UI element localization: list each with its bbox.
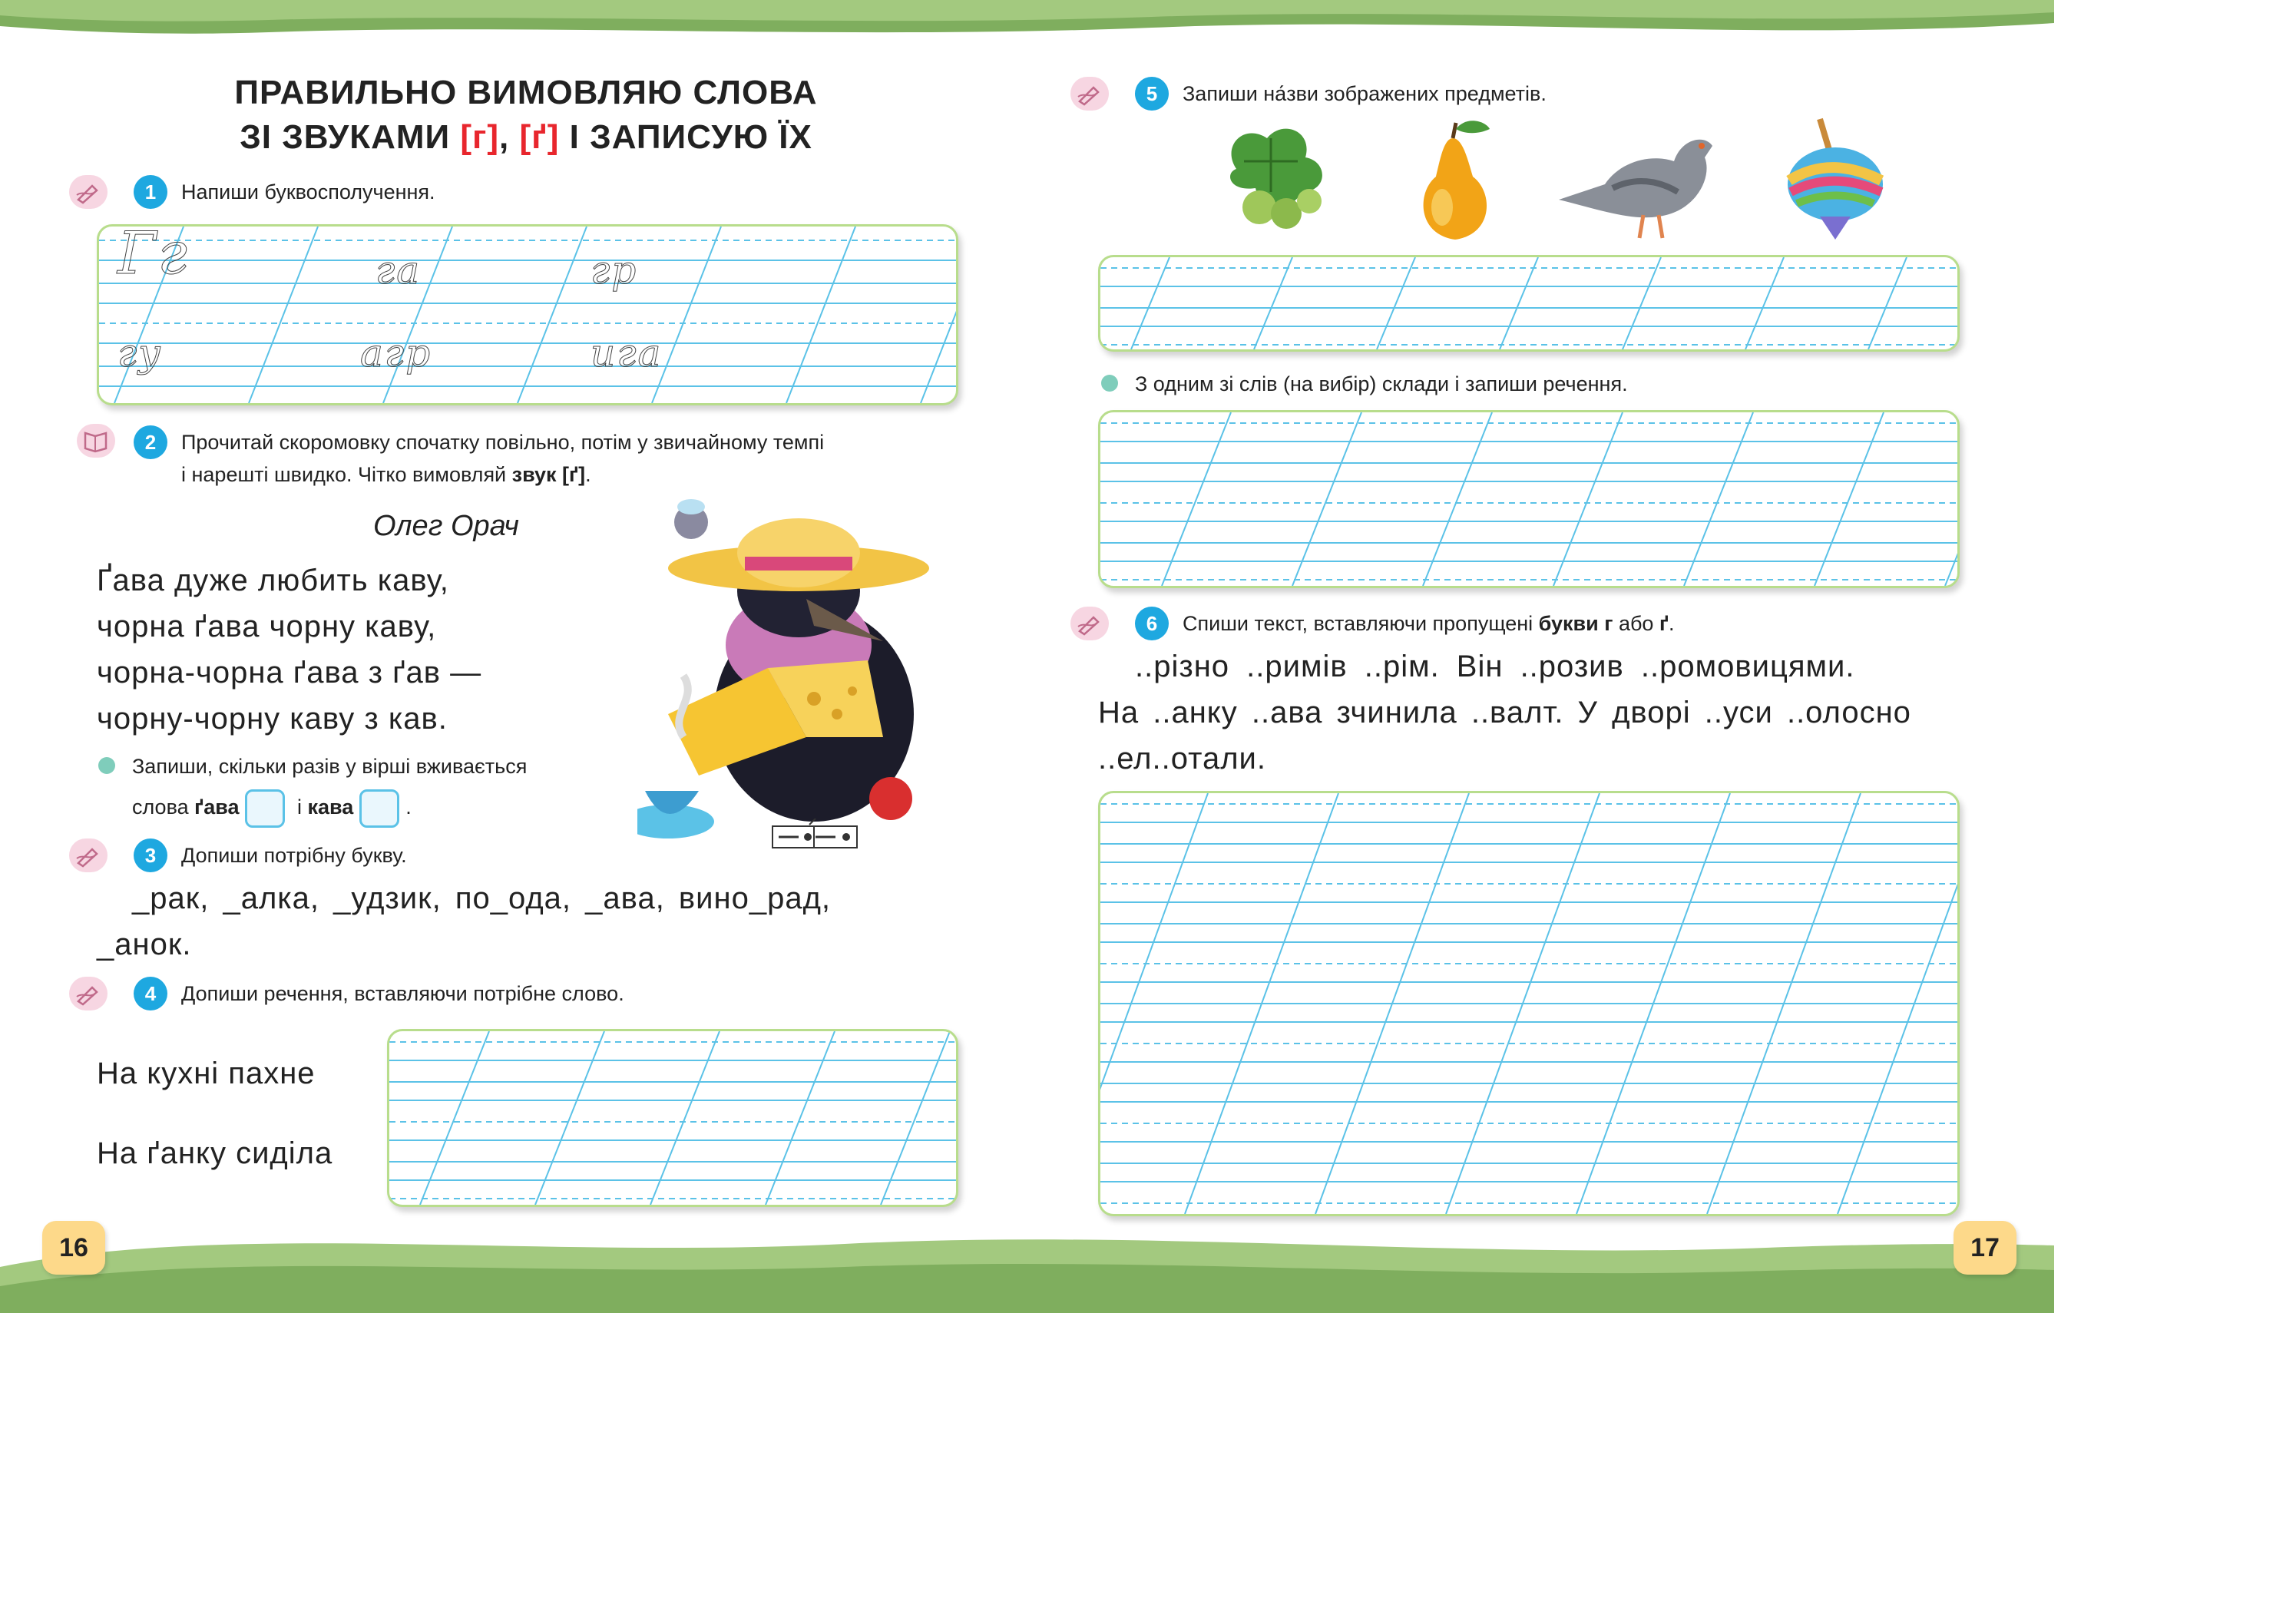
poem-author: Олег Орач [373, 510, 519, 542]
exercise-line: ..різно ..римів ..рім. Він ..розив ..ромовицями. [1135, 650, 1855, 683]
spinning-top-icon [1774, 115, 1889, 246]
task-number-6: 6 [1135, 607, 1169, 640]
copy-text-exercise [1098, 643, 1958, 782]
copy-sample-1: Гг [117, 224, 189, 287]
poem-line: чорна ґава чорну каву, [97, 610, 437, 643]
page-number-left: 16 [42, 1221, 105, 1275]
sound-scheme-icon [771, 819, 860, 851]
top-wave-decoration [0, 0, 2054, 46]
bullet-dot [1101, 375, 1118, 392]
task-5-instruction: Запиши на́зви зображених предметів. [1183, 82, 1547, 105]
task-5-subinstruction: З одним зі слів (на вибір) склади і запиши речення. [1135, 372, 1628, 395]
answer-box-gava[interactable] [245, 789, 285, 828]
write-task-icon [69, 977, 108, 1010]
copy-sample-6: ига [591, 331, 663, 375]
write-task-icon [1070, 77, 1109, 111]
count-task-line1: Запиши, скільки разів у вірші вживається [132, 755, 528, 778]
answer-box-kava[interactable] [359, 789, 399, 828]
copybook-lines [1100, 257, 1957, 349]
write-task-icon [69, 175, 108, 209]
copybook-lines [1100, 412, 1957, 586]
poem-line: чорну-чорну каву з кав. [97, 702, 448, 736]
exercise-line: _рак, _алка, _удзик, по_ода, _ава, вино_рад, [132, 881, 832, 915]
copy-sample-3: гр [591, 248, 638, 293]
page-title [108, 71, 945, 160]
read-task-icon [77, 424, 115, 458]
poem-line: Ґава дуже любить каву, [97, 564, 449, 597]
copy-sample-4: гу [117, 331, 163, 375]
task-4-instruction: Допиши речення, вставляючи потрібне слово. [181, 982, 624, 1005]
copybook-lines [1100, 793, 1957, 1214]
page-number-right: 17 [1954, 1221, 2016, 1275]
task-1-instruction: Напиши буквосполучення. [181, 180, 435, 203]
write-task-icon [1070, 607, 1109, 640]
poem [97, 557, 481, 742]
task-6-instruction: Спиши текст, вставляючи пропущені букви г або ґ. [1183, 612, 1675, 635]
sentence-writing-box[interactable] [387, 1029, 958, 1207]
bottom-wave-decoration [0, 1213, 2054, 1313]
exercise-line: _анок. [97, 928, 192, 961]
title-line-2: ЗІ ЗВУКАМИ [г], [ґ] І ЗАПИСУЮ ЇХ [240, 118, 812, 156]
task-3-instruction: Допиши потрібну букву. [181, 844, 407, 867]
sentence-1: На кухні пахне [97, 1057, 316, 1090]
gooseberry-icon [1213, 115, 1336, 238]
write-task-icon [69, 838, 108, 872]
bullet-dot [98, 757, 115, 774]
task-number-2: 2 [134, 425, 167, 459]
count-task-line2: слова ґава і кава . [132, 789, 412, 828]
exercise-line: ..ел..отали. [1098, 742, 1266, 776]
task-number-5: 5 [1135, 77, 1169, 111]
task-number-1: 1 [134, 175, 167, 209]
pear-icon [1405, 115, 1505, 246]
title-line-1: ПРАВИЛЬНО ВИМОВЛЯЮ СЛОВА [234, 74, 818, 111]
task-number-3: 3 [134, 838, 167, 872]
copybook-lines [99, 227, 956, 403]
poem-line: чорна-чорна ґава з ґав — [97, 656, 482, 690]
task-number-4: 4 [134, 977, 167, 1010]
crow-illustration-icon [637, 484, 945, 852]
sentence-2: На ґанку сиділа [97, 1136, 333, 1170]
missing-letters-exercise [97, 875, 957, 967]
copybook-lines [389, 1031, 956, 1205]
pigeon-icon [1551, 115, 1720, 246]
copybook-box-1[interactable] [97, 224, 958, 405]
task-2-instruction-line2: і нарешті швидко. Чітко вимовляй звук [ґ]. [181, 463, 591, 486]
exercise-line: На ..анку ..ава зчинила ..валт. У дворі ..уси ..олосно [1098, 696, 1911, 729]
names-writing-box[interactable] [1098, 255, 1960, 352]
text-copy-writing-box[interactable] [1098, 791, 1960, 1216]
sentence-compose-box[interactable] [1098, 410, 1960, 588]
copy-sample-2: га [375, 248, 422, 293]
copy-sample-5: агр [360, 331, 432, 375]
task-2-instruction-line1: Прочитай скоромовку спочатку повільно, потім у звичайному темпі [181, 431, 825, 454]
